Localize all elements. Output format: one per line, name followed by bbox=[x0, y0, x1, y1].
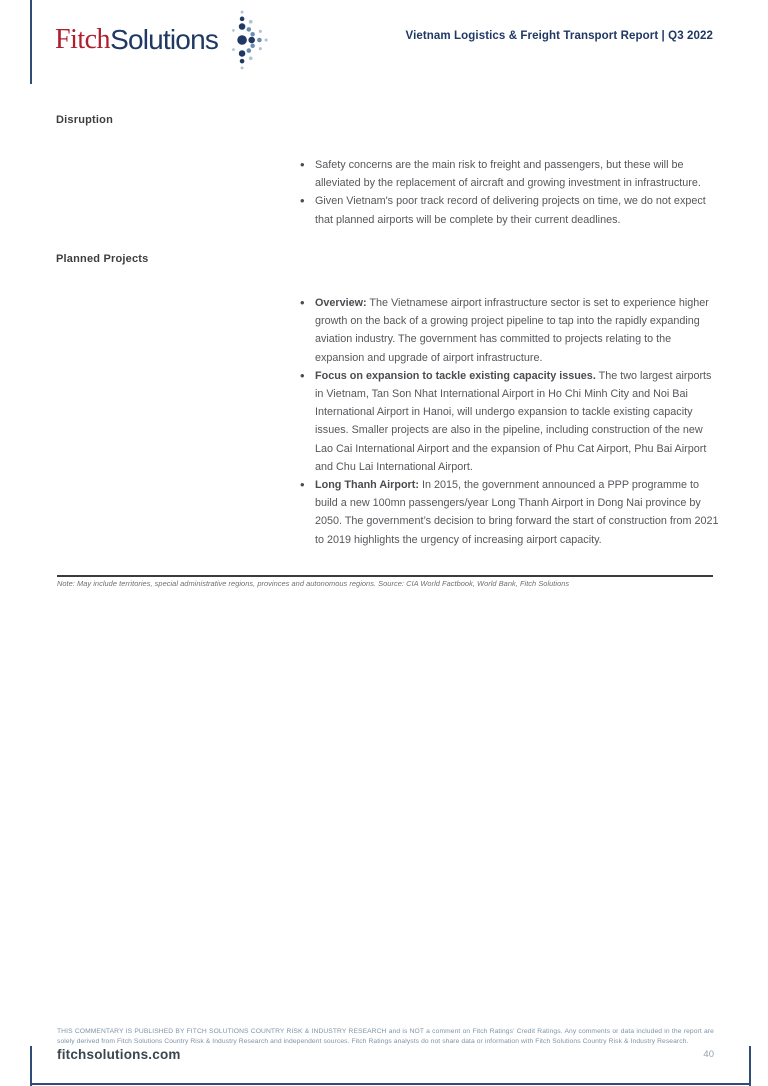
report-title: Vietnam Logistics & Freight Transport Report | Q3 2022 bbox=[405, 30, 713, 42]
bullet-item bbox=[300, 367, 719, 476]
bullet-body-text: In 2015, the government announced a PPP programme to build a new 100mn passengers/year Long Thanh Airport in Dong Nai province by 2050. The government’s decision to bring forward the start of construction from 2021 to 2019 highlights the urgency of increasing airport capacity. bbox=[315, 479, 719, 546]
bullet-item bbox=[300, 476, 719, 549]
bullet-body-text: The Vietnamese airport infrastructure sector is set to experience higher growth on the back of a growing project pipeline to tap into the rapidly expanding aviation industry. The government has committed to projects relating to the expansion and upgrade of airport infrastructure. bbox=[315, 297, 709, 364]
bullet-bold-text: Overview: bbox=[315, 297, 367, 309]
fitchsolutions-starburst-icon bbox=[219, 9, 269, 71]
bullet-dot-icon: • bbox=[300, 295, 305, 310]
bullet-dot-icon: • bbox=[300, 157, 305, 172]
source-note: Note: May include territories, special administrative regions, provinces and autonomous regions. Source: CIA World Factbook, World Bank, Fitch Solutions bbox=[57, 579, 570, 588]
bullet-body-text: Given Vietnam's poor track record of delivering projects on time, we do not expect that planned airports will be complete by their current deadlines. bbox=[315, 195, 706, 226]
planned-projects-bullet-list bbox=[300, 294, 719, 549]
bullet-text bbox=[315, 192, 719, 228]
section-heading-disruption: Disruption bbox=[56, 114, 113, 126]
bullet-body-text: The two largest airports in Vietnam, Tan Son Nhat International Airport in Ho Chi Minh City and Noi Bai International Airport in Hanoi, will undergo expansion to tackle existing capacity issues. Smaller projects are also in the pipeline, including construction of the new Lao Cai International Airport and the expansion of Phu Cat Airport, Phu Bai Airport and Chu Lai International Airport. bbox=[315, 369, 712, 473]
bullet-text bbox=[315, 294, 719, 367]
footer-disclaimer: THIS COMMENTARY IS PUBLISHED BY FITCH SOLUTIONS COUNTRY RISK & INDUSTRY RESEARCH and is NOT a comment on Fitch Ratings’ Credit Ratings. Any comments or data included in the report are solely derived from Fitch Solutions Country Risk & Industry Research and independent sources. Fitch Ratings analysts do not share data or information with Fitch Solutions Country Risk & Industry Research. bbox=[57, 1028, 714, 1045]
note-divider-rule bbox=[57, 575, 713, 577]
disruption-bullet-list bbox=[300, 156, 719, 229]
bullet-bold-text: Focus on expansion to tackle existing capacity issues. bbox=[315, 369, 596, 382]
bullet-bold-text: Long Thanh Airport: bbox=[315, 479, 419, 492]
bullet-dot-icon: • bbox=[300, 367, 305, 383]
bullet-item bbox=[300, 192, 719, 228]
page-border-bottom-right bbox=[749, 1046, 751, 1086]
page-border-bottom bbox=[30, 1083, 751, 1085]
bullet-item bbox=[300, 294, 719, 367]
bullet-text bbox=[315, 156, 719, 192]
bullet-body-text: Safety concerns are the main risk to freight and passengers, but these will be alleviated by the replacement of aircraft and growing investment in infrastructure. bbox=[315, 159, 701, 190]
footer-website-link[interactable]: fitchsolutions.com bbox=[57, 1047, 181, 1062]
page-border-top-left bbox=[30, 0, 32, 84]
section-heading-planned-projects: Planned Projects bbox=[56, 253, 149, 265]
bullet-dot-icon: • bbox=[300, 477, 305, 493]
bullet-text bbox=[315, 476, 719, 549]
bullet-text bbox=[315, 367, 719, 476]
logo-solutions-text: Solutions bbox=[110, 24, 219, 55]
page-number: 40 bbox=[703, 1049, 714, 1060]
bullet-item bbox=[300, 156, 719, 192]
bullet-dot-icon: • bbox=[300, 193, 305, 209]
fitchsolutions-logo bbox=[55, 9, 269, 71]
logo-fitch-text: Fitch bbox=[55, 24, 111, 55]
page-border-bottom-left bbox=[30, 1046, 32, 1086]
